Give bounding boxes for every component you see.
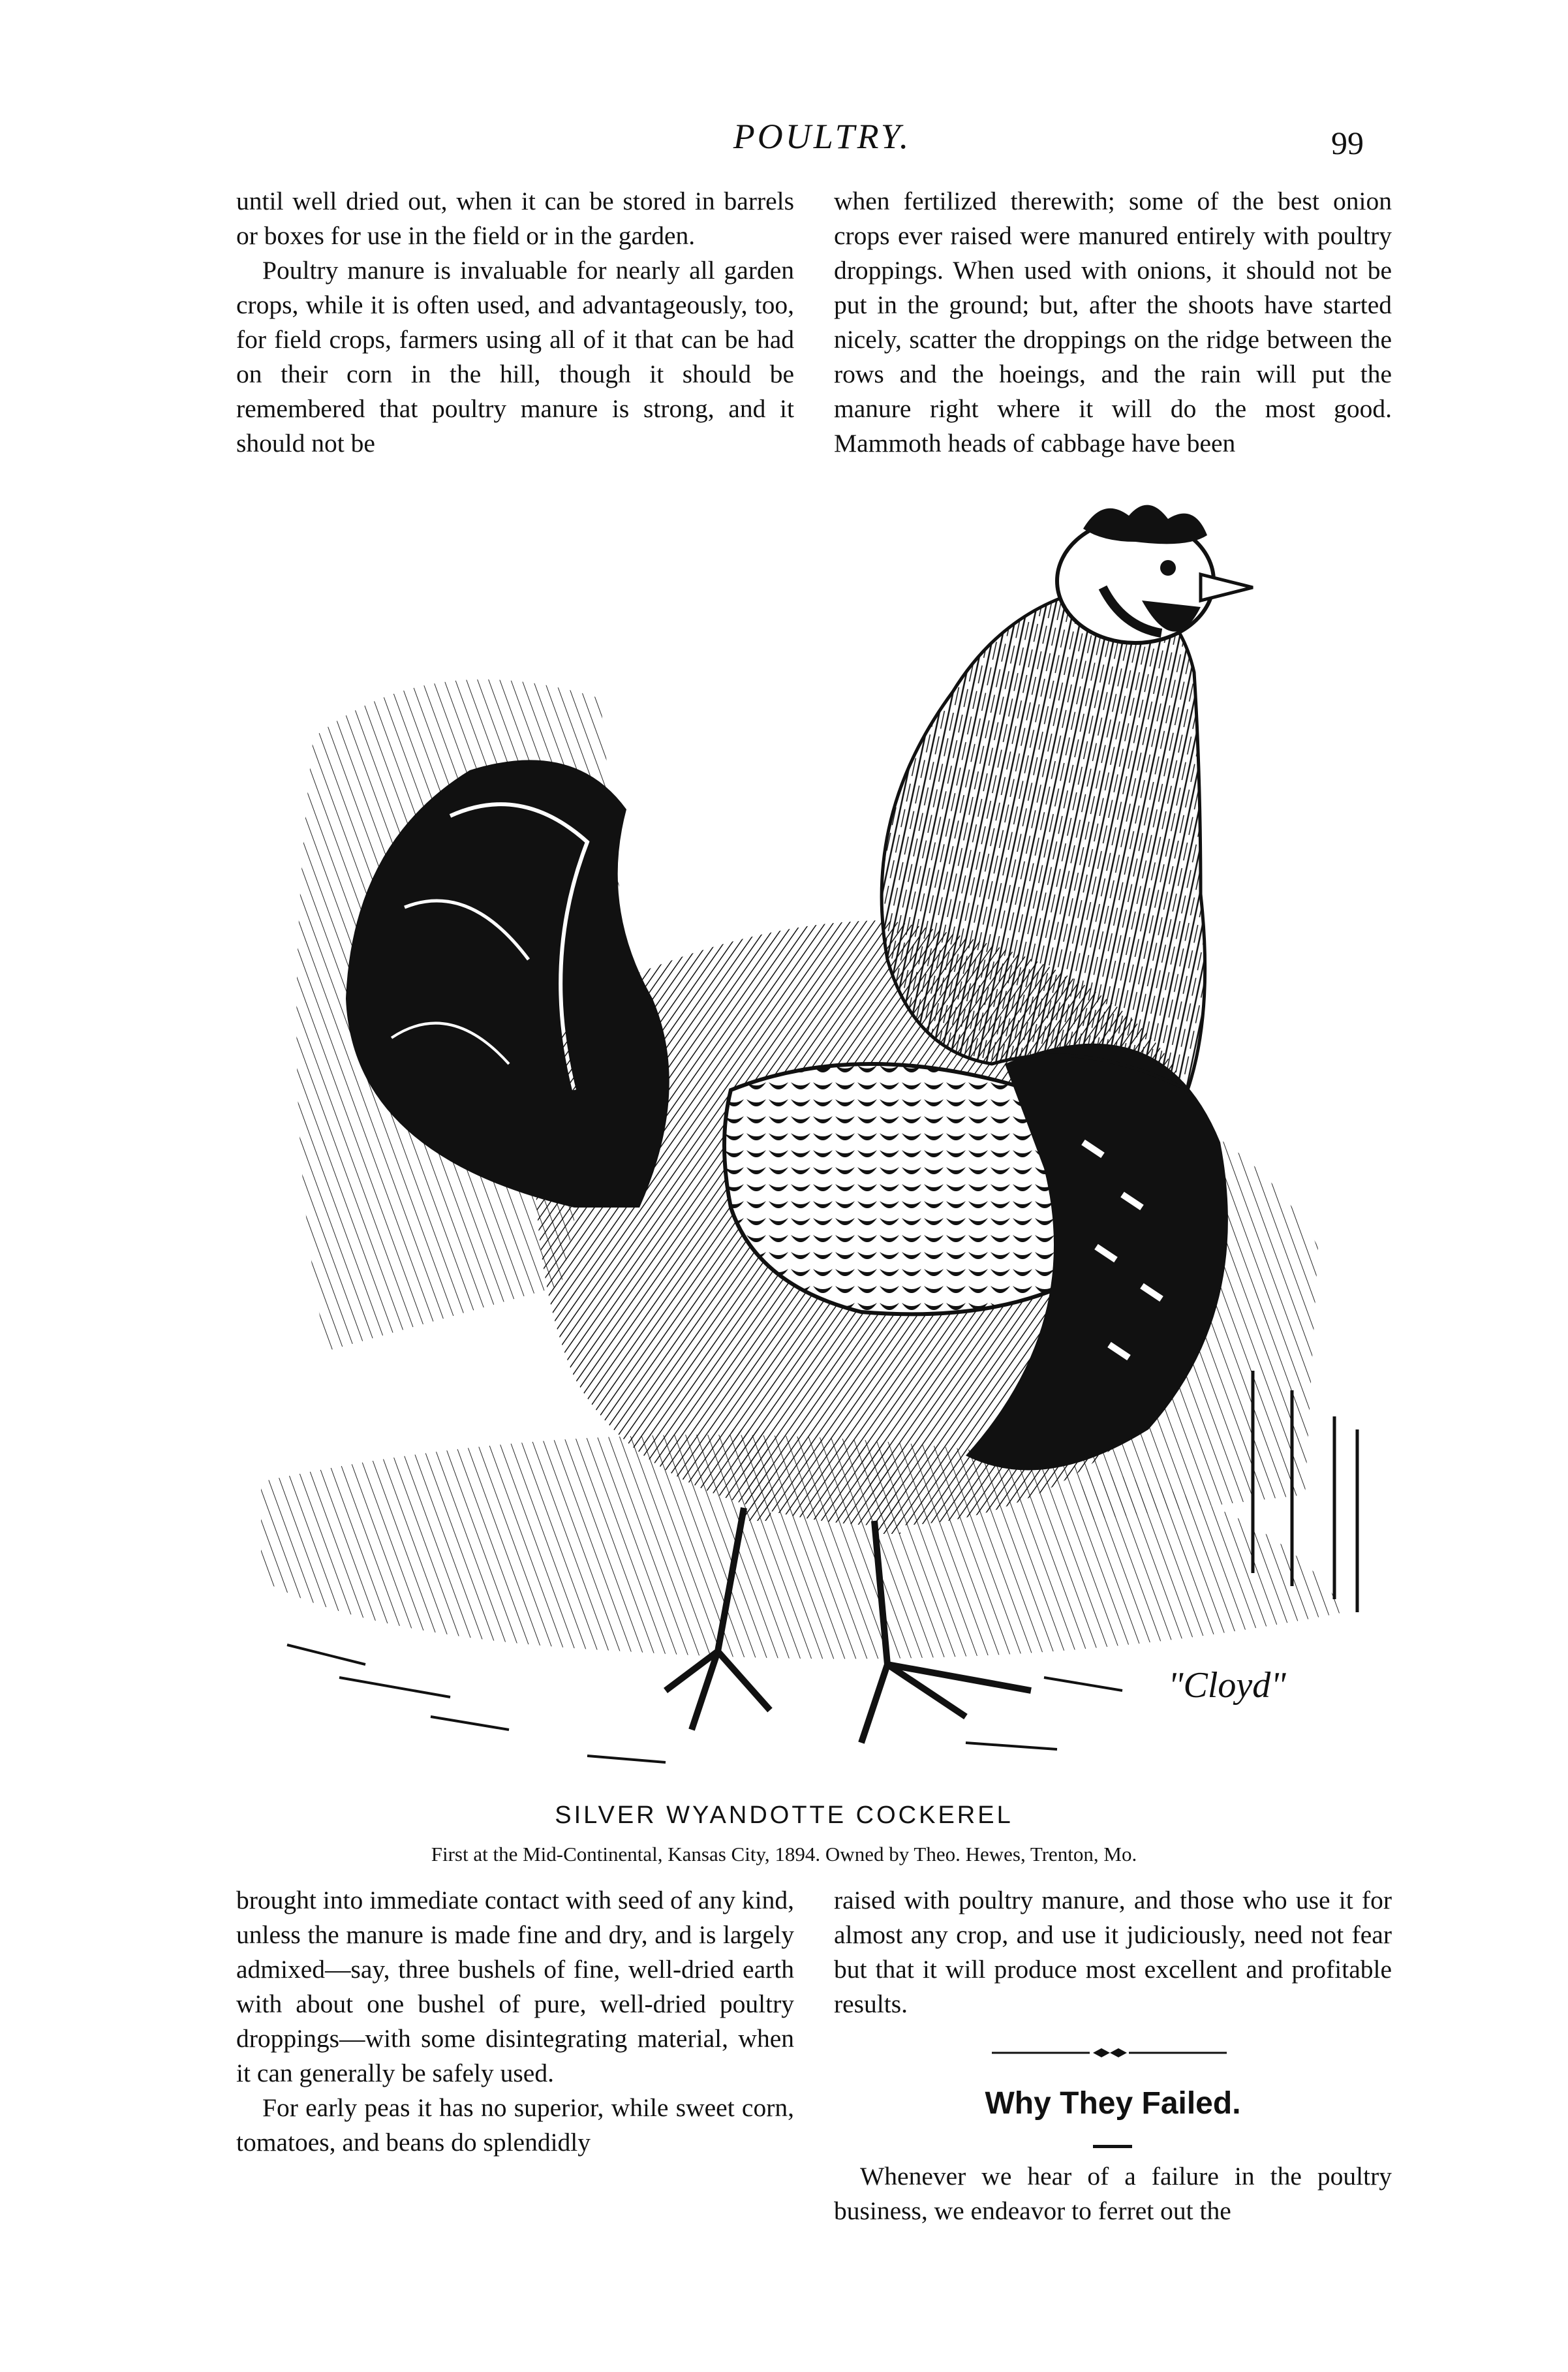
artist-signature: "Cloyd" [1168,1665,1286,1706]
running-title: POULTRY. [733,117,912,156]
paragraph: when fertilized therewith; some of the best onion crops ever raised were manured entirely with poultry droppings. When used with onions, it should not be put in the ground; but, after the shoots have started nicely, scatter the droppings on the ridge between the rows and the hoeings, and the rain will put the manure right where it will do the most good. Mammoth heads of cabbage have been [834,187,1392,458]
paragraph: Poultry manure is invaluable for nearly all garden crops, while it is often used, and advantageously, too, for field crops, farmers using all of it that can be had on their corn in the hill, though it should be remembered that poultry manure is strong, and it should not be [236,256,794,458]
paragraph: raised with poultry manure, and those who use it for almost any crop, and use it judiciously, need not fear but that it will produce most excellent and profitable results. [834,1886,1392,2018]
cockerel-eye [1160,560,1176,576]
paragraph: until well dried out, when it can be stored in barrels or boxes for use in the field or in the garden. [236,187,794,250]
section-heading: Why They Failed. [985,2086,1241,2121]
paragraph: For early peas it has no superior, while sweet corn, tomatoes, and beans do splendidly [236,2093,794,2157]
cockerel-illustration [235,503,1396,1795]
cockerel-neck [882,587,1205,1090]
bottom-left-column [236,1883,794,2160]
figure-caption-title: SILVER WYANDOTTE COCKEREL [555,1802,1013,1829]
heading-rule [1093,2145,1132,2148]
bottom-right-column-continued [834,2159,1392,2228]
page-number: 99 [1331,125,1364,161]
top-left-column [236,184,794,461]
top-right-column [834,184,1392,461]
paragraph: Whenever we hear of a failure in the poultry business, we endeavor to ferret out the [834,2162,1392,2225]
paragraph: brought into immediate contact with seed of any kind, unless the manure is made fine and dry, and is largely admixed—say, three bushels of fine, well-dried earth with about one bushel of pure, well-dried poultry droppings—with some disintegrating material, when it can generally be safely used. [236,1886,794,2087]
bottom-right-column [834,1883,1392,2021]
figure-caption-subtitle: First at the Mid-Continental, Kansas City, 1894. Owned by Theo. Hewes, Trenton, Mo. [431,1843,1137,1865]
section-divider-ornament [992,2046,1227,2059]
cockerel-beak [1201,574,1253,601]
